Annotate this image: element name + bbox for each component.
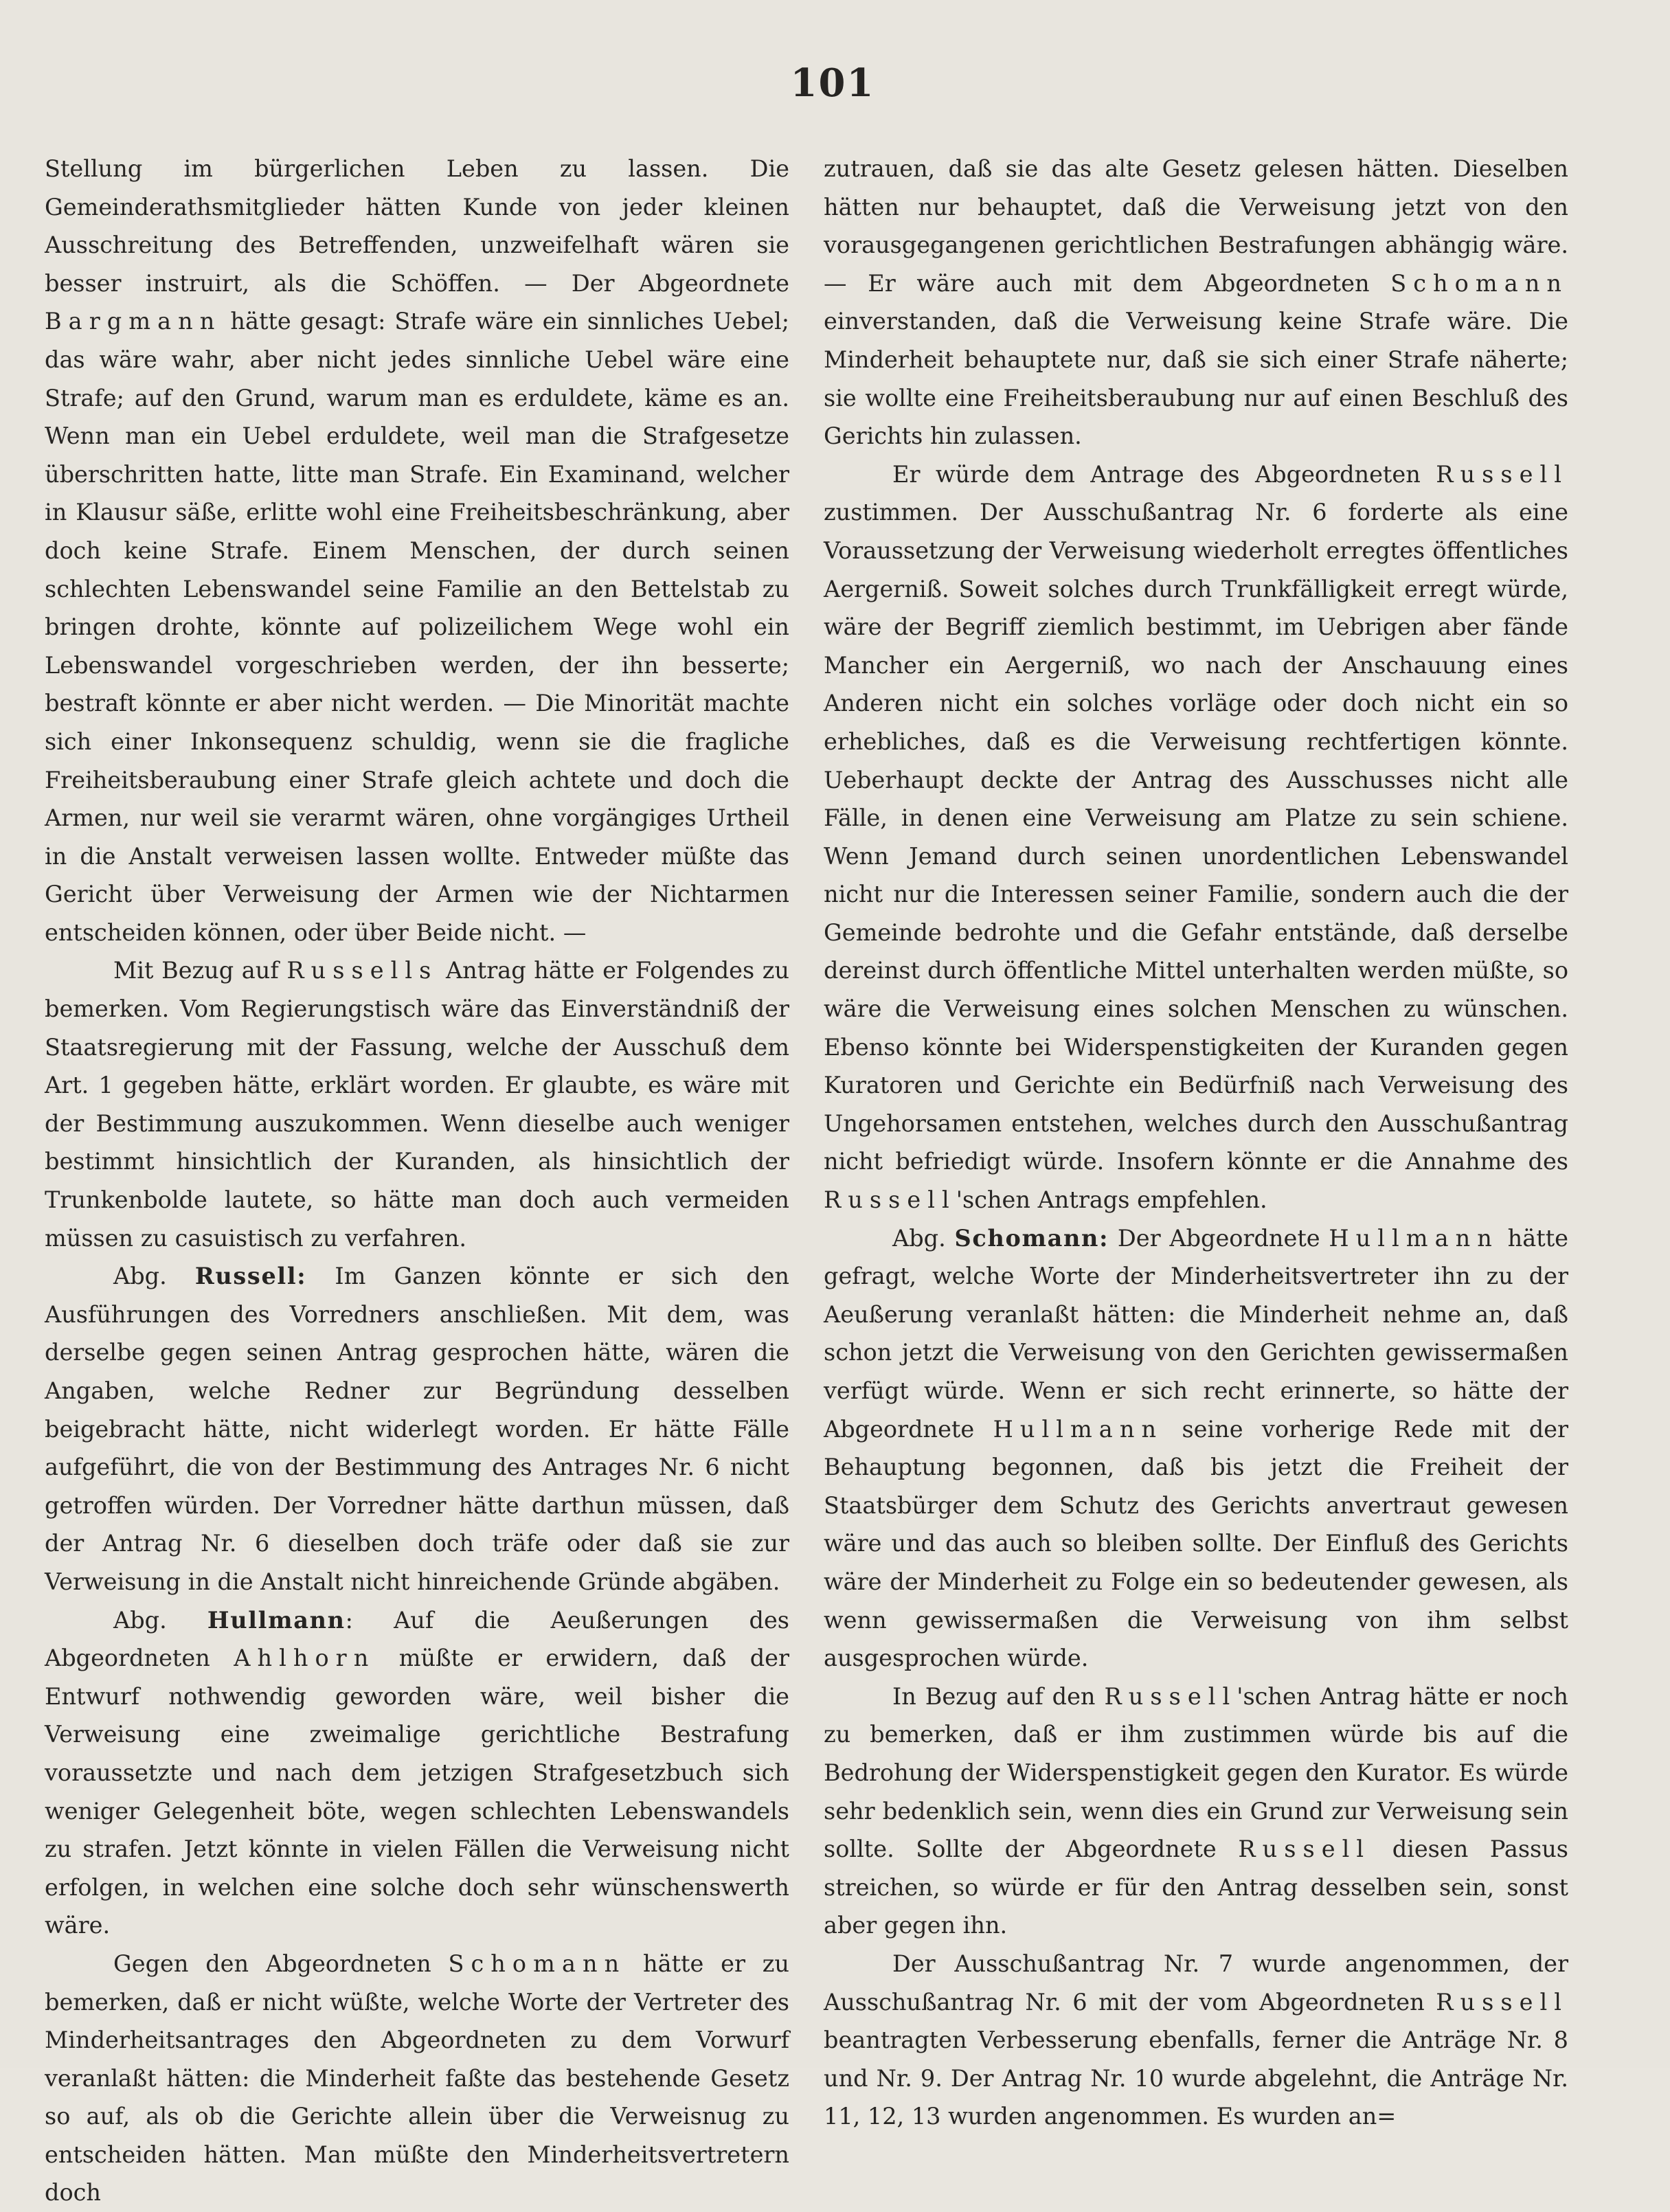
text-run: Im Ganzen könnte er sich den Ausführungen des Vorredners anschließen. Mit dem, was derselbe gegen seinen Antrag gesprochen hätte, wären die Angaben, welche Redner zur Begründung desselben beigebracht hätte, nicht widerlegt worden. Er hätte Fälle aufgeführt, die von der Bestimmung des Antrages Nr. 6 nicht getroffen würden. Der Vorredner hätte darthun müssen, daß der Antrag Nr. 6 dieselben doch träfe oder daß sie zur Verweisung in die Anstalt nicht hinreichende Gründe abgäben. xyxy=(45,1263,789,1595)
text-run: : Auf die Aeußerungen des Abgeordneten xyxy=(45,1606,789,1672)
text-run: Abg. xyxy=(892,1224,955,1252)
text-run: Mit Bezug auf xyxy=(113,957,287,984)
text-run: 'schen Antrag hätte er noch zu bemerken, daß er ihm zustimmen würde bis auf die Bedrohung der Widerspenstigkeit gegen den Kurator. Es würde sehr bedenklich sein, wenn dies ein Grund zur Verweisung sein sollte. Sollte der Abgeordnete xyxy=(824,1682,1568,1863)
spaced-name: Hullmann xyxy=(993,1415,1164,1443)
paragraph xyxy=(45,1945,789,2212)
paragraph xyxy=(824,1219,1568,1678)
paragraph xyxy=(45,951,789,1257)
text-run: beantragten Verbesserung ebenfalls, ferner die Anträge Nr. 8 und Nr. 9. Der Antrag Nr. 10 wurde abgelehnt, die Anträge Nr. 11, 12, 13 wurden angenommen. Es wurden an= xyxy=(824,2027,1568,2130)
paragraph xyxy=(45,1257,789,1601)
page-number: 101 xyxy=(790,60,875,106)
spaced-name: Russells xyxy=(286,957,438,984)
left-column xyxy=(45,150,789,2212)
text-run: hätte gesagt: Strafe wäre ein sinnliches Uebel; das wäre wahr, aber nicht jedes sinnliche Uebel wäre eine Strafe; auf den Grund, warum man es erduldete, käme es an. Wenn man ein Uebel erduldete, weil man die Strafgesetze überschritten hatte, litte man Strafe. Ein Examinand, welcher in Klausur säße, erlitte wohl eine Freiheitsbeschränkung, aber doch keine Strafe. Einem Menschen, der durch seinen schlechten Lebenswandel seine Familie an den Bettelstab zu bringen drohte, könnte auf polizeilichem Wege wohl ein Lebenswandel vorgeschrieben werden, der ihn besserte; bestraft könnte er aber nicht werden. — Die Minorität machte sich einer Inkonsequenz schuldig, wenn sie die fragliche Freiheitsberaubung einer Strafe gleich achtete und doch die Armen, nur weil sie verarmt wären, ohne vorgängiges Urtheil in die Anstalt verweisen lassen wollte. Entweder müßte das Gericht über Verweisung der Armen wie der Nichtarmen entscheiden können, oder über Beide nicht. — xyxy=(45,308,789,946)
text-run: zutrauen, daß sie das alte Gesetz gelesen hätten. Dieselben hätten nur behauptet, daß die Verweisung jetzt von den vorausgegangenen gerichtlichen Bestrafungen abhängig wäre. — Er wäre auch mit dem Abgeordneten xyxy=(824,155,1568,297)
spaced-name: Russell: xyxy=(194,1263,307,1290)
text-run: hätte gefragt, welche Worte der Minderheitsvertreter ihn zu der Aeußerung veranlaßt hätten: die Minderheit nehme an, daß schon jetzt die Verweisung von den Gerichten gewissermaßen verfügt würde. Wenn er sich recht erinnerte, so hätte der Abgeordnete xyxy=(824,1224,1568,1443)
spaced-name: Schomann: xyxy=(954,1224,1109,1252)
text-run: Abg. xyxy=(113,1263,195,1290)
spaced-name: Russell xyxy=(1436,1988,1568,2016)
spaced-name: Ahlhorn xyxy=(234,1645,376,1672)
text-run: Abg. xyxy=(113,1606,207,1634)
text-run: Der Ausschußantrag Nr. 7 wurde angenommen, der Ausschußantrag Nr. 6 mit der vom Abgeordneten xyxy=(824,1950,1568,2016)
text-run: 'schen Antrags empfehlen. xyxy=(956,1186,1267,1214)
text-run: Stellung im bürgerlichen Leben zu lassen. Die Gemeinderathsmitglieder hätten Kunde von jeder kleinen Ausschreitung des Betreffenden, unzweifelhaft wären sie besser instruirt, als die Schöffen. — Der Abgeordnete xyxy=(45,155,789,297)
text-run: zustimmen. Der Ausschußantrag Nr. 6 forderte als eine Voraussetzung der Verweisung wiederholt erregtes öffentliches Aergerniß. Soweit solches durch Trunkfälligkeit erregt würde, wäre der Begriff ziemlich bestimmt, im Uebrigen aber fände Mancher ein Aergerniß, wo nach der Anschauung eines Anderen nicht ein solches vorläge oder doch nicht ein so erhebliches, daß es die Verweisung rechtfertigen könnte. Ueberhaupt deckte der Antrag des Ausschusses nicht alle Fälle, in denen eine Verweisung am Platze zu sein schiene. Wenn Jemand durch seinen unordentlichen Lebenswandel nicht nur die Interessen seiner Familie, sondern auch die der Gemeinde bedrohte und die Gefahr entstände, daß derselbe dereinst durch öffentliche Mittel unterhalten werden müßte, so wäre die Verweisung eines solchen Menschen zu wünschen. Ebenso könnte bei Widerspenstigkeiten der Kuranden gegen Kuratoren und Gerichte ein Bedürfniß nach Verweisung des Ungehorsamen entstehen, welches durch den Ausschußantrag nicht befriedigt würde. Insofern könnte er die Annahme des xyxy=(824,499,1568,1175)
paragraph xyxy=(824,1678,1568,1945)
text-run: Er würde dem Antrage des Abgeordneten xyxy=(892,460,1436,488)
right-column xyxy=(824,150,1568,2136)
spaced-name: Hullmann xyxy=(207,1606,346,1634)
spaced-name: Russell xyxy=(1104,1682,1237,1710)
paragraph xyxy=(45,150,789,951)
spaced-name: Bargmann xyxy=(45,308,222,335)
spaced-name: Russell xyxy=(1238,1836,1371,1863)
text-run: seine vorherige Rede mit der Behauptung begonnen, daß bis jetzt die Freiheit der Staatsbürger dem Schutz des Gerichts anvertraut gewesen wäre und das auch so bleiben sollte. Der Einfluß des Gerichts wäre der Minderheit zu Folge ein so bedeutender gewesen, als wenn gewissermaßen die Verweisung von ihm selbst ausgesprochen würde. xyxy=(824,1415,1568,1672)
spaced-name: Russell xyxy=(824,1186,956,1214)
spaced-name: Schomann xyxy=(448,1950,627,1977)
text-run: Gegen den Abgeordneten xyxy=(113,1950,449,1977)
text-run: einverstanden, daß die Verweisung keine Strafe wäre. Die Minderheit behauptete nur, daß sie sich einer Strafe näherte; sie wollte eine Freiheitsberaubung nur auf einen Beschluß des Gerichts hin zulassen. xyxy=(824,308,1568,450)
paragraph xyxy=(824,455,1568,1219)
spaced-name: Schomann xyxy=(1390,269,1568,297)
paragraph xyxy=(824,150,1568,455)
paragraph xyxy=(824,1945,1568,2136)
spaced-name: Russell xyxy=(1436,460,1568,488)
text-run: diesen Passus streichen, so würde er für den Antrag desselben sein, sonst aber gegen ihn. xyxy=(824,1836,1568,1939)
text-run: In Bezug auf den xyxy=(892,1682,1105,1710)
text-run: Antrag hätte er Folgendes zu bemerken. Vom Regierungstisch wäre das Einverständniß der Staatsregierung mit der Fassung, welche der Ausschuß dem Art. 1 gegeben hätte, erklärt worden. Er glaubte, es wäre mit der Bestimmung auszukommen. Wenn dieselbe auch weniger bestimmt hinsichtlich der Kuranden, als hinsichtlich der Trunkenbolde lautete, so hätte man doch auch vermeiden müssen zu casuistisch zu verfahren. xyxy=(45,957,789,1252)
text-run: hätte er zu bemerken, daß er nicht wüßte, welche Worte der Vertreter des Minderheitsantrages den Abgeordneten zu dem Vorwurf veranlaßt hätten: die Minderheit faßte das bestehende Gesetz so auf, als ob die Gerichte allein über die Verweisnug zu entscheiden hätten. Man müßte den Minderheitsvertretern doch xyxy=(45,1950,789,2207)
text-run: müßte er erwidern, daß der Entwurf nothwendig geworden wäre, weil bisher die Verweisung eine zweimalige gerichtliche Bestrafung voraussetzte und nach dem jetzigen Strafgesetzbuch sich weniger Gelegenheit böte, wegen schlechten Lebenswandels zu strafen. Jetzt könnte in vielen Fällen die Verweisung nicht erfolgen, in welchen eine solche doch sehr wünschenswerth wäre. xyxy=(45,1645,790,1939)
text-run: Der Abgeordnete xyxy=(1109,1224,1329,1252)
spaced-name: Hullmann xyxy=(1329,1224,1499,1252)
paragraph xyxy=(45,1601,789,1945)
